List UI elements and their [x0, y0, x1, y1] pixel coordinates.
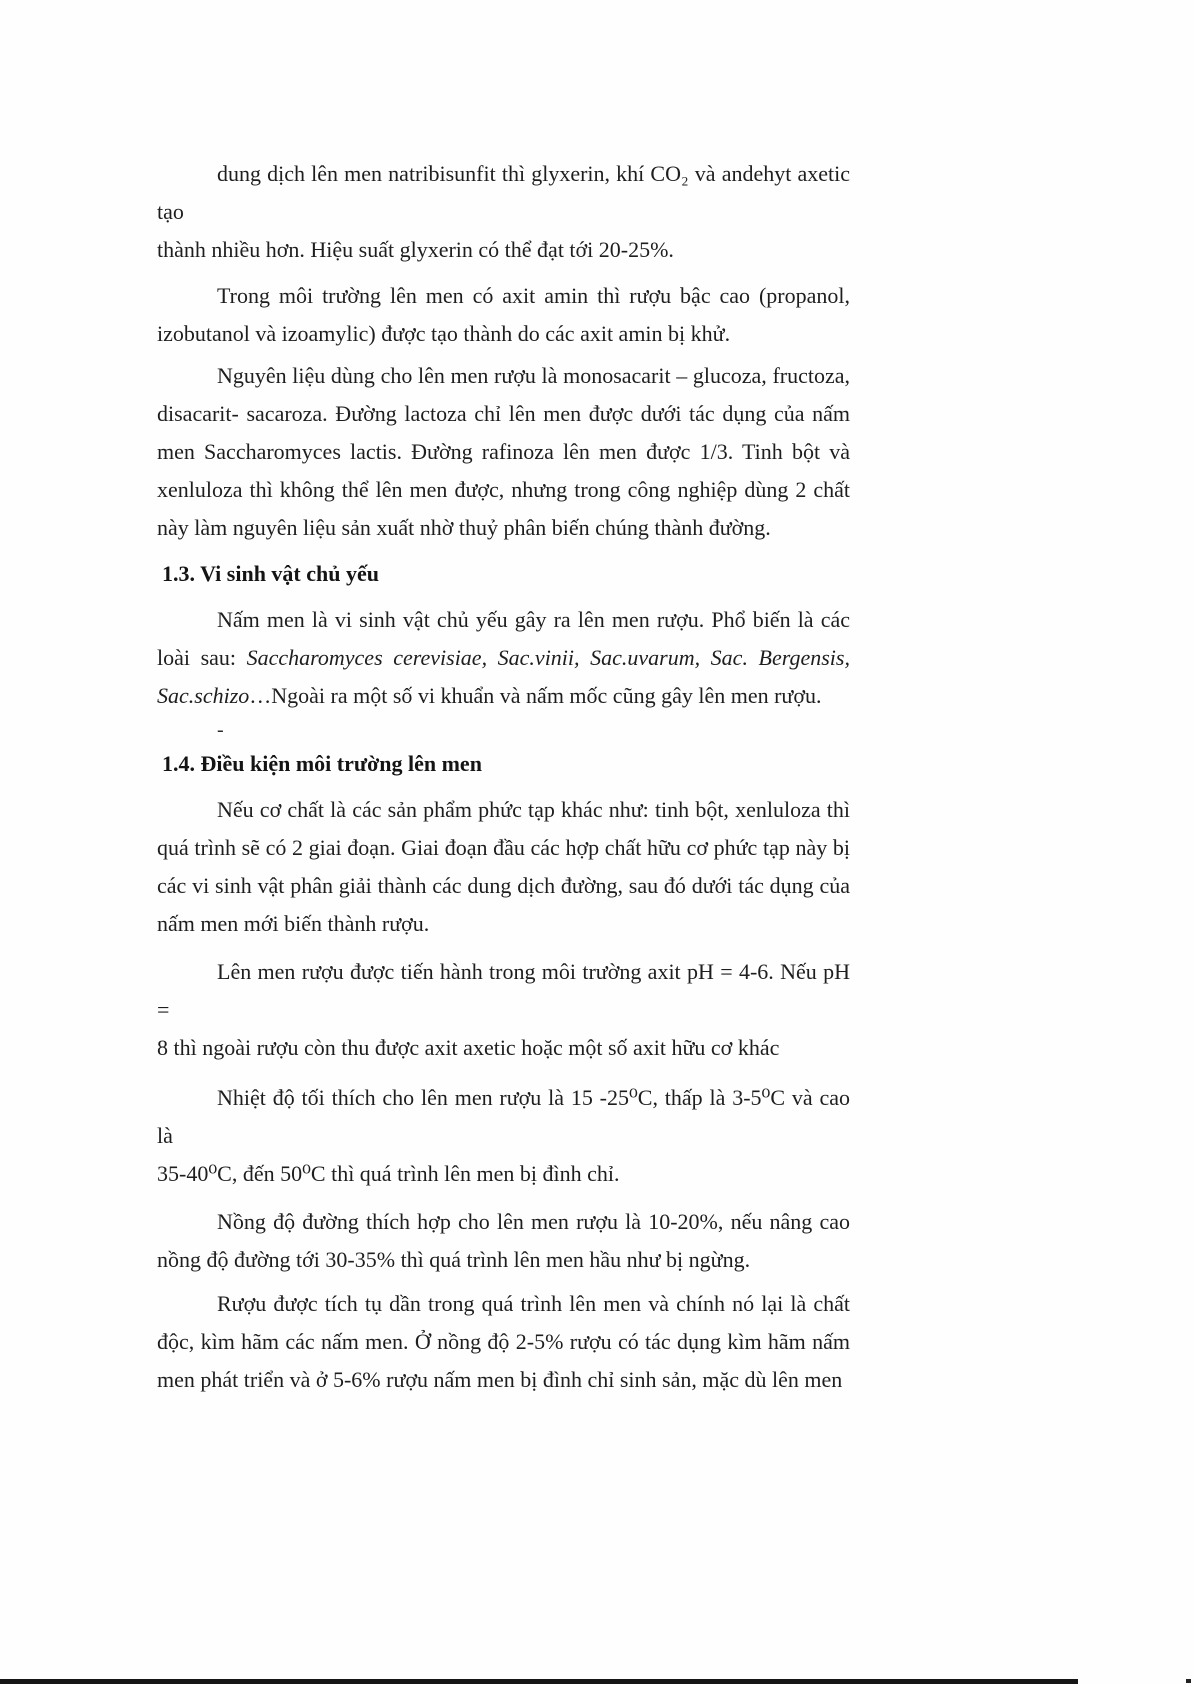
text-line: 8 thì ngoài rượu còn thu được axit axetic hoặc một số axit hữu cơ khác	[157, 1035, 780, 1060]
text-line	[157, 639, 850, 677]
text-line: dung dịch lên men natribisunfit thì glyxerin, khí CO₂ và andehyt axetic tạo	[157, 161, 850, 224]
scan-edge-bar-artifact	[0, 1679, 1078, 1684]
text-column	[157, 155, 850, 1399]
text-line: men Saccharomyces lactis. Đường rafinoza lên men được 1/3. Tinh bột và	[157, 439, 850, 464]
paragraph	[157, 953, 850, 1067]
text-segment: loài sau:	[157, 645, 247, 670]
text-line: disacarit- sacaroza. Đường lactoza chỉ lên men được dưới tác dụng của nấm	[157, 401, 850, 426]
text-line: nồng độ đường tới 30-35% thì quá trình lên men hầu như bị ngừng.	[157, 1247, 751, 1272]
species-names-italic: Sac.schizo	[157, 683, 250, 708]
text-line: izobutanol và izoamylic) được tạo thành do các axit amin bị khử.	[157, 321, 731, 346]
paragraph	[157, 1203, 850, 1279]
text-line: này làm nguyên liệu sản xuất nhờ thuỷ phân biến chúng thành đường.	[157, 515, 771, 540]
text-line: xenluloza thì không thể lên men được, nhưng trong công nghiệp dùng 2 chất	[157, 477, 850, 502]
paragraph	[157, 277, 850, 353]
text-segment: …Ngoài ra một số vi khuẩn và nấm mốc cũng gây lên men rượu.	[249, 683, 822, 708]
section-heading-1-3: 1.3. Vi sinh vật chủ yếu	[162, 561, 379, 586]
paragraph	[157, 357, 850, 547]
text-line: Lên men rượu được tiến hành trong môi trường axit pH = 4-6. Nếu pH =	[157, 959, 850, 1022]
text-line: độc, kìm hãm các nấm men. Ở nồng độ 2-5% rượu có tác dụng kìm hãm nấm	[157, 1329, 850, 1354]
paragraph	[157, 155, 850, 269]
text-line: Rượu được tích tụ dần trong quá trình lên men và chính nó lại là chất	[217, 1291, 850, 1316]
text-line: men phát triển và ở 5-6% rượu nấm men bị đình chỉ sinh sản, mặc dù lên men	[157, 1367, 843, 1392]
text-line: Trong môi trường lên men có axit amin thì rượu bậc cao (propanol,	[217, 283, 850, 308]
text-line: Nồng độ đường thích hợp cho lên men rượu là 10-20%, nếu nâng cao	[217, 1209, 850, 1234]
stray-dash-artifact: -	[217, 719, 224, 741]
text-line: 35-40⁰C, đến 50⁰C thì quá trình lên men bị đình chỉ.	[157, 1161, 620, 1186]
text-line: thành nhiều hơn. Hiệu suất glyxerin có thể đạt tới 20-25%.	[157, 237, 674, 262]
species-names-italic: Saccharomyces cerevisiae, Sac.vinii, Sac.uvarum, Sac. Bergensis,	[246, 645, 850, 670]
text-line: quá trình sẽ có 2 giai đoạn. Giai đoạn đầu các hợp chất hữu cơ phức tạp này bị	[157, 835, 850, 860]
text-line: Nấm men là vi sinh vật chủ yếu gây ra lên men rượu. Phổ biến là các	[217, 607, 850, 632]
paragraph	[157, 791, 850, 943]
text-line: Nhiệt độ tối thích cho lên men rượu là 15 -25⁰C, thấp là 3-5⁰C và cao là	[157, 1085, 850, 1148]
text-line: Nguyên liệu dùng cho lên men rượu là monosacarit – glucoza, fructoza,	[217, 363, 850, 388]
paragraph	[157, 1079, 850, 1193]
text-line: Nếu cơ chất là các sản phẩm phức tạp khác như: tinh bột, xenluloza thì	[217, 797, 850, 822]
section-heading-1-4: 1.4. Điều kiện môi trường lên men	[162, 751, 482, 776]
text-line	[157, 677, 850, 715]
paragraph	[157, 1285, 850, 1399]
text-line: nấm men mới biến thành rượu.	[157, 911, 430, 936]
paragraph	[157, 601, 850, 715]
scan-dot-artifact	[1186, 1679, 1191, 1683]
text-line: các vi sinh vật phân giải thành các dung dịch đường, sau đó dưới tác dụng của	[157, 873, 850, 898]
